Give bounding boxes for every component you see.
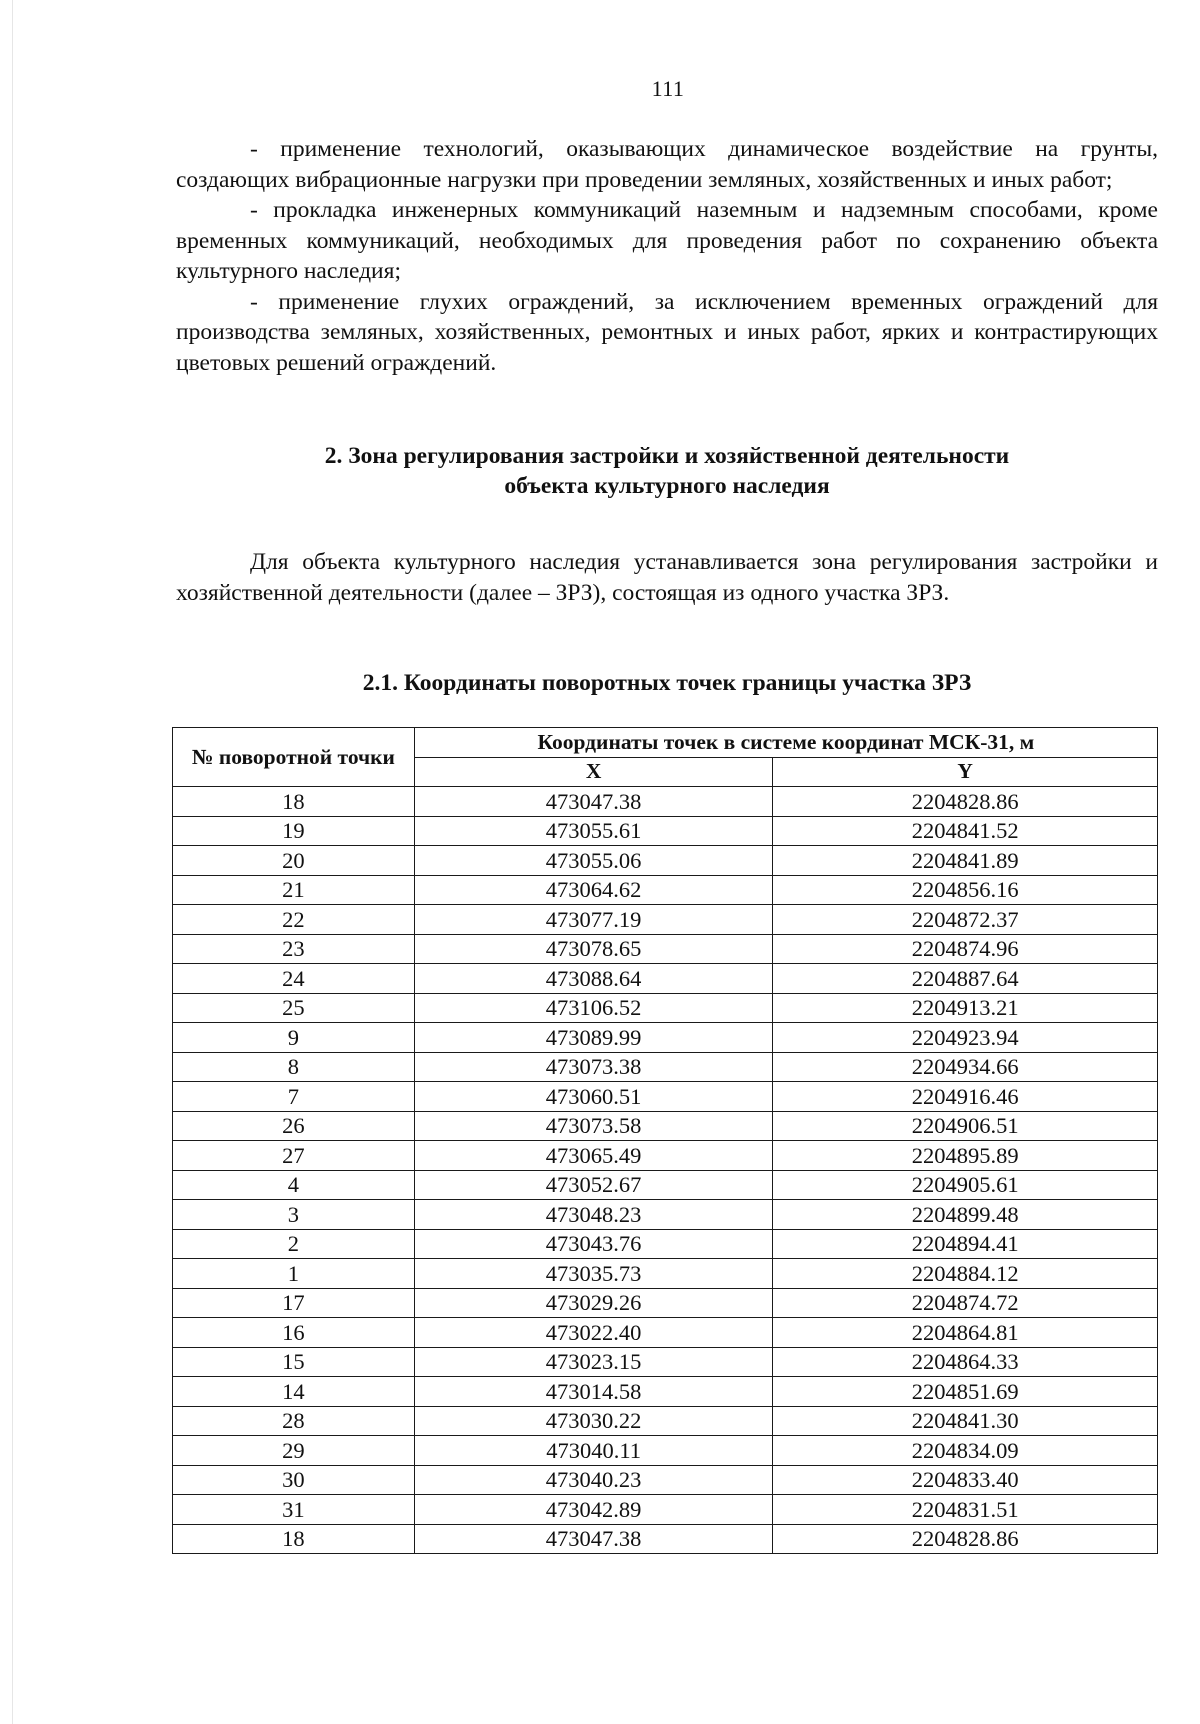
cell-x: 473055.61 (414, 816, 773, 846)
restrictions-list (176, 134, 1158, 378)
cell-x: 473073.58 (414, 1111, 773, 1141)
cell-x: 473042.89 (414, 1495, 773, 1525)
cell-y: 2204834.09 (773, 1436, 1158, 1466)
table-row (173, 1082, 1158, 1112)
table-row (173, 1347, 1158, 1377)
cell-point-number: 28 (173, 1406, 415, 1436)
page-number: 111 (651, 76, 685, 101)
cell-point-number: 19 (173, 816, 415, 846)
cell-x: 473022.40 (414, 1318, 773, 1348)
cell-x: 473047.38 (414, 787, 773, 817)
table-row (173, 787, 1158, 817)
cell-point-number: 20 (173, 846, 415, 876)
cell-x: 473040.23 (414, 1465, 773, 1495)
coordinates-table-body (173, 787, 1158, 1554)
restriction-item: - применение технологий, оказывающих динамическое воздействие на грунты, создающих вибрационные нагрузки при проведении земляных, хозяйственных и иных работ; (176, 136, 1158, 193)
table-row (173, 1023, 1158, 1053)
table-row (173, 1141, 1158, 1171)
cell-x: 473106.52 (414, 993, 773, 1023)
coordinates-table (172, 727, 1158, 1554)
coordinates-table-header (173, 728, 1158, 787)
table-row (173, 1229, 1158, 1259)
table-row (173, 875, 1158, 905)
cell-point-number: 18 (173, 1524, 415, 1554)
table-row (173, 1465, 1158, 1495)
cell-point-number: 18 (173, 787, 415, 817)
cell-point-number: 30 (173, 1465, 415, 1495)
table-row (173, 1495, 1158, 1525)
cell-y: 2204828.86 (773, 787, 1158, 817)
table-row (173, 816, 1158, 846)
section-heading-line2: объекта культурного наследия (504, 473, 830, 499)
cell-y: 2204864.33 (773, 1347, 1158, 1377)
cell-y: 2204841.52 (773, 816, 1158, 846)
cell-point-number: 17 (173, 1288, 415, 1318)
scan-edge-line (12, 0, 13, 1724)
cell-y: 2204831.51 (773, 1495, 1158, 1525)
cell-point-number: 9 (173, 1023, 415, 1053)
header-y: Y (773, 757, 1158, 787)
cell-y: 2204916.46 (773, 1082, 1158, 1112)
table-row (173, 1406, 1158, 1436)
cell-y: 2204906.51 (773, 1111, 1158, 1141)
cell-point-number: 3 (173, 1200, 415, 1230)
cell-point-number: 25 (173, 993, 415, 1023)
cell-point-number: 1 (173, 1259, 415, 1289)
cell-x: 473077.19 (414, 905, 773, 935)
table-row (173, 993, 1158, 1023)
cell-y: 2204856.16 (773, 875, 1158, 905)
cell-y: 2204874.72 (773, 1288, 1158, 1318)
cell-point-number: 21 (173, 875, 415, 905)
cell-y: 2204923.94 (773, 1023, 1158, 1053)
table-row (173, 964, 1158, 994)
cell-point-number: 4 (173, 1170, 415, 1200)
header-x: X (414, 757, 773, 787)
restriction-item: - применение глухих ограждений, за исключением временных ограждений для производства земляных, хозяйственных, ремонтных и иных работ, ярких и контрастирующих цветовых решений ограждений. (176, 288, 1158, 376)
cell-y: 2204905.61 (773, 1170, 1158, 1200)
table-row (173, 846, 1158, 876)
cell-y: 2204934.66 (773, 1052, 1158, 1082)
section-heading-line1: 2. Зона регулирования застройки и хозяйственной деятельности (324, 443, 1010, 469)
cell-x: 473035.73 (414, 1259, 773, 1289)
table-row (173, 1170, 1158, 1200)
cell-y: 2204913.21 (773, 993, 1158, 1023)
table-row (173, 1052, 1158, 1082)
cell-y: 2204851.69 (773, 1377, 1158, 1407)
header-point-number: № поворотной точки (173, 728, 415, 787)
table-row (173, 1111, 1158, 1141)
cell-y: 2204895.89 (773, 1141, 1158, 1171)
cell-x: 473023.15 (414, 1347, 773, 1377)
cell-x: 473052.67 (414, 1170, 773, 1200)
cell-x: 473073.38 (414, 1052, 773, 1082)
table-row (173, 905, 1158, 935)
cell-y: 2204887.64 (773, 964, 1158, 994)
cell-y: 2204884.12 (773, 1259, 1158, 1289)
cell-x: 473014.58 (414, 1377, 773, 1407)
table-row (173, 1259, 1158, 1289)
cell-point-number: 8 (173, 1052, 415, 1082)
cell-point-number: 2 (173, 1229, 415, 1259)
cell-y: 2204874.96 (773, 934, 1158, 964)
table-title: 2.1. Координаты поворотных точек границы участка ЗРЗ (362, 670, 972, 696)
cell-point-number: 29 (173, 1436, 415, 1466)
table-row (173, 1318, 1158, 1348)
cell-x: 473060.51 (414, 1082, 773, 1112)
table-row (173, 1436, 1158, 1466)
cell-point-number: 23 (173, 934, 415, 964)
cell-x: 473047.38 (414, 1524, 773, 1554)
cell-x: 473078.65 (414, 934, 773, 964)
zrz-description (176, 547, 1158, 608)
cell-point-number: 15 (173, 1347, 415, 1377)
table-row (173, 1524, 1158, 1554)
cell-x: 473029.26 (414, 1288, 773, 1318)
cell-point-number: 31 (173, 1495, 415, 1525)
cell-x: 473030.22 (414, 1406, 773, 1436)
zrz-paragraph: Для объекта культурного наследия устанавливается зона регулирования застройки и хозяйственной деятельности (далее – ЗРЗ), состоящая из одного участка ЗРЗ. (176, 549, 1158, 606)
cell-x: 473043.76 (414, 1229, 773, 1259)
cell-y: 2204833.40 (773, 1465, 1158, 1495)
cell-y: 2204894.41 (773, 1229, 1158, 1259)
cell-y: 2204828.86 (773, 1524, 1158, 1554)
cell-y: 2204864.81 (773, 1318, 1158, 1348)
cell-point-number: 27 (173, 1141, 415, 1171)
cell-y: 2204899.48 (773, 1200, 1158, 1230)
cell-x: 473040.11 (414, 1436, 773, 1466)
cell-x: 473088.64 (414, 964, 773, 994)
cell-point-number: 24 (173, 964, 415, 994)
cell-x: 473089.99 (414, 1023, 773, 1053)
cell-point-number: 22 (173, 905, 415, 935)
cell-y: 2204841.30 (773, 1406, 1158, 1436)
table-row (173, 1200, 1158, 1230)
section-heading (176, 441, 1158, 501)
header-coordinates: Координаты точек в системе координат МСК-31, м (414, 728, 1157, 758)
restriction-item: - прокладка инженерных коммуникаций наземным и надземным способами, кроме временных коммуникаций, необходимых для проведения работ по сохранению объекта культурного наследия; (176, 197, 1158, 284)
cell-y: 2204841.89 (773, 846, 1158, 876)
table-row (173, 1377, 1158, 1407)
table-row (173, 1288, 1158, 1318)
cell-x: 473065.49 (414, 1141, 773, 1171)
cell-x: 473064.62 (414, 875, 773, 905)
cell-point-number: 16 (173, 1318, 415, 1348)
cell-point-number: 7 (173, 1082, 415, 1112)
table-row (173, 934, 1158, 964)
cell-x: 473048.23 (414, 1200, 773, 1230)
cell-point-number: 14 (173, 1377, 415, 1407)
cell-y: 2204872.37 (773, 905, 1158, 935)
cell-x: 473055.06 (414, 846, 773, 876)
cell-point-number: 26 (173, 1111, 415, 1141)
